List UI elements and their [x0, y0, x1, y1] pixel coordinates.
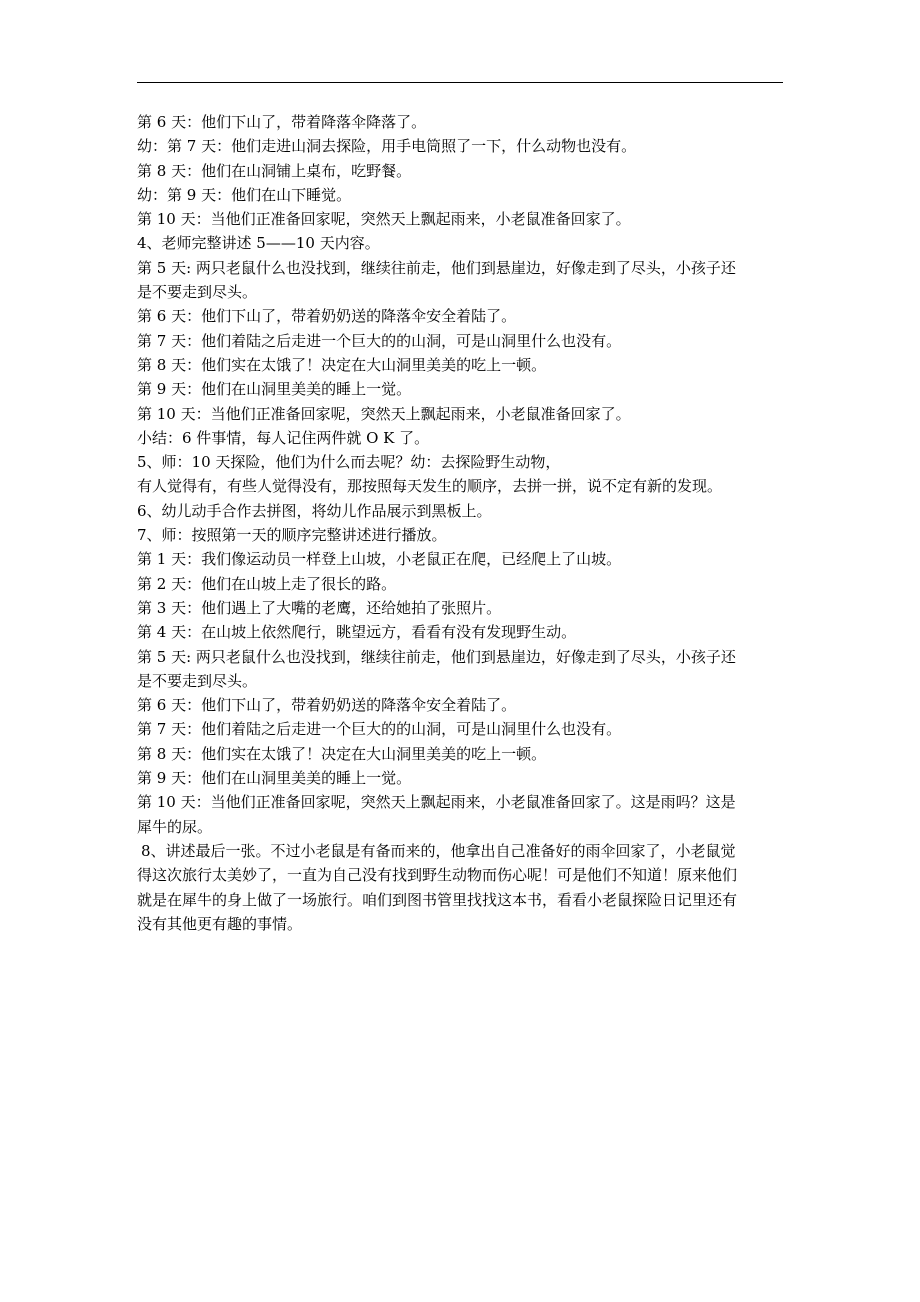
text-line: 得这次旅行太美妙了，一直为自己没有找到野生动物而伤心呢！可是他们不知道！原来他们 [137, 866, 738, 885]
section-heading-4: 4、老师完整讲述 5——10 天内容。 [137, 234, 380, 253]
text-line: 是不要走到尽头。 [137, 671, 258, 690]
section-heading-5: 5、师：10 天探险，他们为什么而去呢？幼：去探险野生动物， [137, 453, 561, 472]
text-line: 第 5 天: 两只老鼠什么也没找到，继续往前走，他们到悬崖边，好像走到了尽头，小孩子还 [137, 647, 736, 666]
text-line: 没有其他更有趣的事情。 [137, 914, 303, 933]
summary-line: 小结：6 件事情，每人记住两件就 O K 了。 [137, 428, 430, 447]
text-line: 犀牛的尿。 [137, 817, 213, 836]
text-line: 第 8 天：他们在山洞铺上桌布，吃野餐。 [137, 161, 412, 180]
text-line: 有人觉得有，有些人觉得没有，那按照每天发生的顺序，去拼一拼，说不定有新的发现。 [137, 477, 723, 496]
text-line: 第 10 天：当他们正准备回家呢，突然天上飘起雨来，小老鼠准备回家了。 [137, 210, 631, 229]
section-heading-8: 8、讲述最后一张。不过小老鼠是有备而来的，他拿出自己准备好的雨伞回家了，小老鼠觉 [141, 841, 736, 860]
text-line: 第 10 天：当他们正准备回家呢，突然天上飘起雨来，小老鼠准备回家了。 [137, 404, 631, 423]
header-divider [137, 82, 783, 83]
text-line: 第 8 天：他们实在太饿了！决定在大山洞里美美的吃上一顿。 [137, 355, 547, 374]
text-line: 是不要走到尽头。 [137, 283, 258, 302]
text-line: 第 6 天：他们下山了，带着降落伞降落了。 [137, 113, 427, 131]
text-line: 第 8 天：他们实在太饿了！决定在大山洞里美美的吃上一顿。 [137, 744, 547, 763]
text-line: 第 3 天：他们遇上了大嘴的老鹰，还给她拍了张照片。 [137, 598, 502, 617]
text-line: 第 9 天：他们在山洞里美美的睡上一觉。 [137, 769, 412, 788]
text-line: 幼：第 9 天：他们在山下睡觉。 [137, 185, 352, 204]
text-line: 第 7 天：他们着陆之后走进一个巨大的的山洞，可是山洞里什么也没有。 [137, 331, 622, 350]
section-heading-6: 6、幼儿动手合作去拼图，将幼儿作品展示到黑板上。 [137, 501, 492, 520]
text-line: 第 4 天：在山坡上依然爬行，眺望远方，看看有没有发现野生动。 [137, 623, 577, 642]
section-heading-7: 7、师：按照第一天的顺序完整讲述进行播放。 [137, 526, 447, 545]
document-body [137, 110, 787, 936]
text-line: 第 7 天：他们着陆之后走进一个巨大的的山洞，可是山洞里什么也没有。 [137, 720, 622, 739]
text-line: 第 9 天：他们在山洞里美美的睡上一觉。 [137, 380, 412, 399]
text-line: 第 6 天：他们下山了，带着奶奶送的降落伞安全着陆了。 [137, 696, 517, 715]
text-line: 第 1 天：我们像运动员一样登上山坡，小老鼠正在爬，已经爬上了山坡。 [137, 550, 622, 569]
text-line: 第 6 天：他们下山了，带着奶奶送的降落伞安全着陆了。 [137, 307, 517, 326]
text-line: 第 5 天: 两只老鼠什么也没找到，继续往前走，他们到悬崖边，好像走到了尽头，小孩子还 [137, 258, 736, 277]
text-line: 第 2 天：他们在山坡上走了很长的路。 [137, 574, 397, 593]
text-line: 幼：第 7 天：他们走进山洞去探险，用手电筒照了一下，什么动物也没有。 [137, 137, 637, 156]
text-line: 就是在犀牛的身上做了一场旅行。咱们到图书管里找找这本书，看看小老鼠探险日记里还有 [137, 890, 738, 909]
text-line: 第 10 天：当他们正准备回家呢，突然天上飘起雨来，小老鼠准备回家了。这是雨吗？这是 [137, 793, 736, 812]
